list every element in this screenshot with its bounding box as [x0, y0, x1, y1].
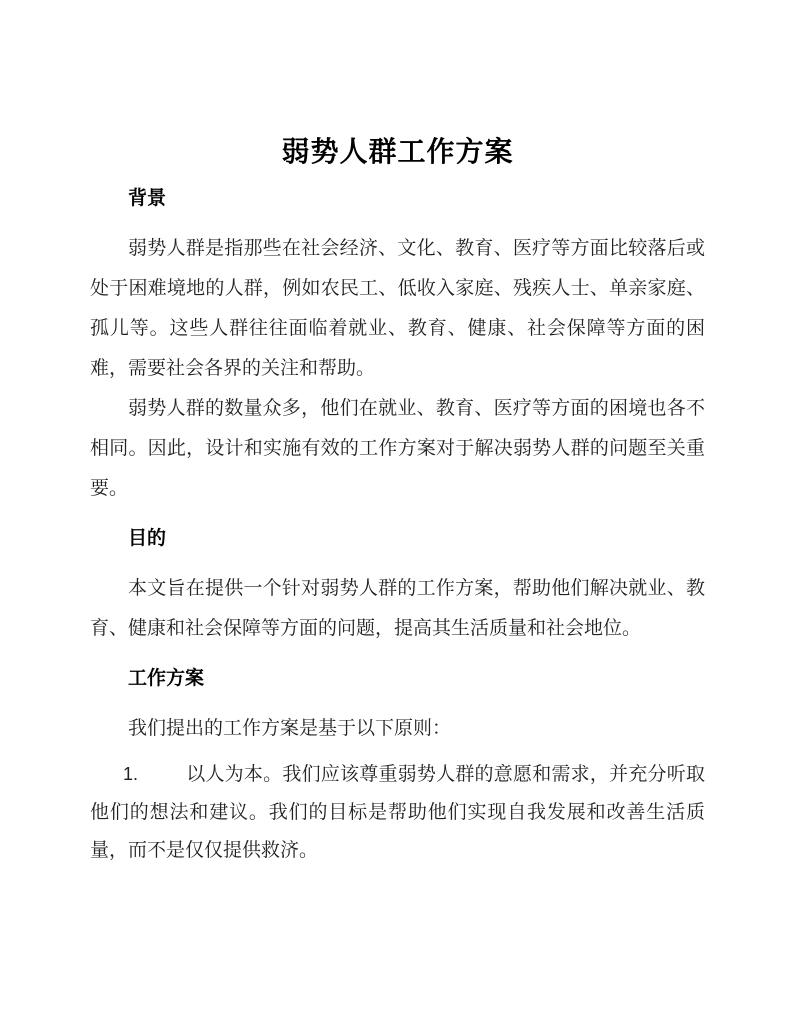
section-heading-work-plan: 工作方案: [128, 668, 205, 689]
section-heading-background: 背景: [128, 188, 167, 209]
section-heading-purpose: 目的: [128, 528, 167, 549]
paragraph: 弱势人群的数量众多，他们在就业、教育、医疗等方面的困境也各不相同。因此，设计和实施有效的工作方案对于解决弱势人群的问题至关重要。: [90, 398, 705, 499]
list-item: [90, 755, 705, 870]
list-item-text: 以人为本。我们应该尊重弱势人群的意愿和需求，并充分听取他们的想法和建议。我们的目标是帮助他们实现自我发展和改善生活质量，而不是仅仅提供救济。: [90, 764, 705, 861]
paragraph: 弱势人群是指那些在社会经济、文化、教育、医疗等方面比较落后或处于困难境地的人群，例如农民工、低收入家庭、残疾人士、单亲家庭、孤儿等。这些人群往往面临着就业、教育、健康、社会保障等方面的困难，需要社会各界的关注和帮助。: [90, 238, 705, 379]
paragraph: 本文旨在提供一个针对弱势人群的工作方案，帮助他们解决就业、教育、健康和社会保障等方面的问题，提高其生活质量和社会地位。: [90, 578, 705, 639]
list-item-number: 1.: [123, 764, 139, 784]
document-title: 弱势人群工作方案: [281, 136, 514, 167]
paragraph: 我们提出的工作方案是基于以下原则：: [128, 718, 452, 739]
